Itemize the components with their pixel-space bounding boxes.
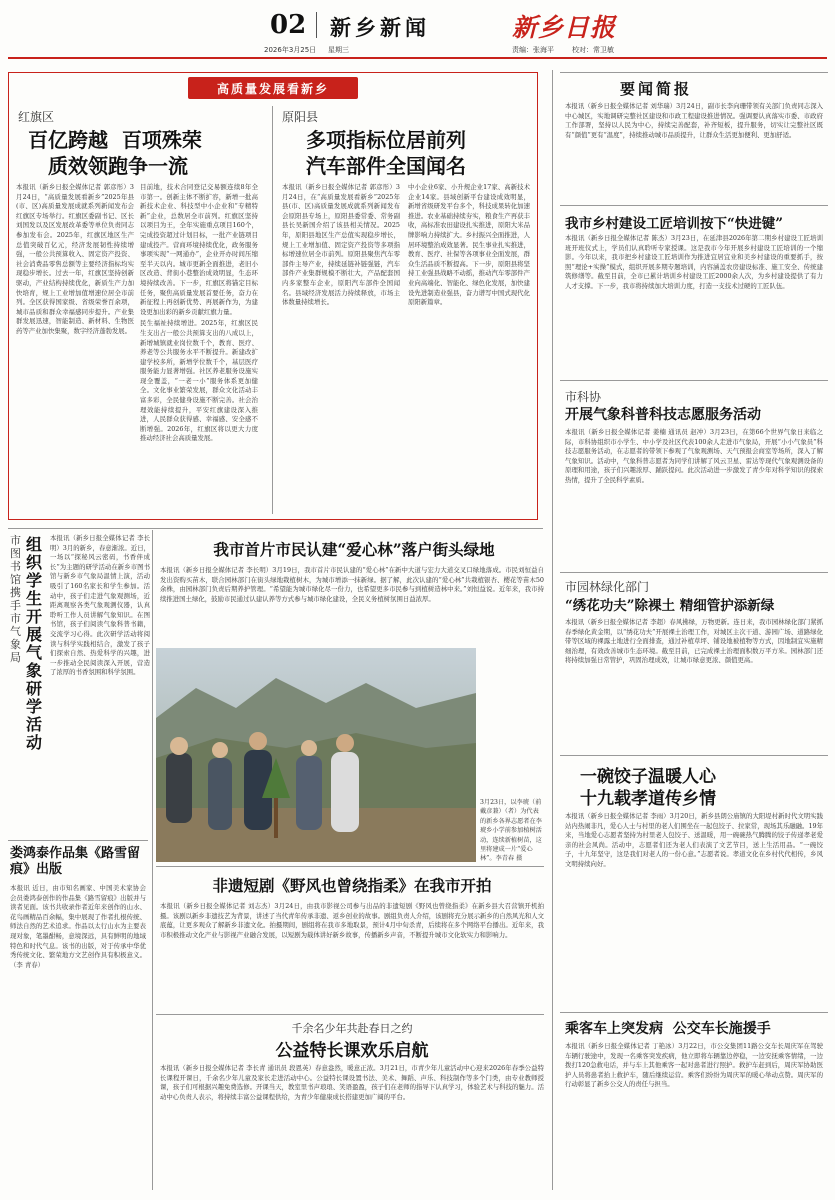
story11-kicker: 市园林绿化部门 — [565, 580, 650, 594]
story7-title: 公益特长课欢乐启航 — [275, 1041, 429, 1061]
banner — [188, 77, 358, 99]
photo-illustration — [156, 648, 476, 862]
right-column-divider — [552, 70, 553, 1190]
story7-kicker: 千余名少年共赴春日之约 — [291, 1022, 413, 1035]
story2-kicker: 原阳县 — [282, 110, 319, 124]
story9-body: 本报讯（新乡日报全媒体记者 陈杰）3月23日，在延津县2026年第二期乡村建设工匠培训班开班仪式上，学员们认真聆听专家授课。这是我市今年开展乡村建设工匠培训的一个缩影。今年以来，我市把乡村建设工匠培训作为推进宜居宜业和美乡村建设的重要抓手，按照“理论+实操”模式，组织开展多期专题培训，内容涵盖农房建设标准、施工安全、传统建筑修缮等。截至目前，全市已累计培训乡村建设工匠2000余人次，为乡村建设提供了有力人才支撑。下一步，我市将持续加大培训力度，打造一支技术过硬的工匠队伍。 — [565, 234, 823, 290]
story2-col2: 中小企业6家、小升规企业17家、高新技术企业14家。县域创新平台建设成效明显，新增省级研发平台多个，科技成果转化加速推进。农业基础持续夯实，粮食生产再获丰收，高标准农田建设扎实推进，原阳大米品牌影响力持续扩大。乡村振兴全面推进，人居环境整治成效显著。民生事业扎实推进，教育、医疗、社保等各项事业全面发展，群众生活品质不断提高。下一步，原阳县将坚持工业强县战略不动摇，推动汽车零部件产业向高端化、智能化、绿色化发展，加快建设先进制造业强县，奋力谱写中国式现代化原阳新篇章。 — [408, 183, 530, 307]
left-col-divider — [152, 530, 153, 1190]
story4-body: 本报讯 近日，由市知名画家、中国美术家协会会员娄鸿泰创作的作品集《路雪留痕》出版并与读者见面。该书共收录作者近年来创作的山水、花鸟画精品百余幅，集中展现了作者扎根传统、师法自然的艺术追求。作品以太行山水为主要表现对象，笔墨酣畅，意境深远，具有鲜明的地域特色和时代气息。该书的出版，对于传承中华优秀传统文化、繁荣地方文艺创作具有积极意义。（李 青春） — [10, 884, 146, 969]
rule-center-1 — [156, 866, 544, 867]
masthead-divider — [316, 12, 317, 38]
story2-title-line2: 汽车部件全国闻名 — [306, 154, 466, 178]
page-number: 02 — [270, 10, 307, 40]
masthead — [0, 0, 835, 60]
rule-right-1 — [560, 205, 828, 206]
story12-title-line1: 一碗饺子温暖人心 — [580, 767, 716, 787]
story1-kicker: 红旗区 — [18, 110, 55, 124]
editor-credit: 责编：张海平 — [512, 46, 554, 54]
story5-title: 我市首片市民认建“爱心林”落户街头绿地 — [213, 540, 495, 559]
story1-col1: 本报讯（新乡日报全媒体记者 郭彦彤）3月24日，“高质量发展看新乡”2025年县(市、区)高质量发展成就系列新闻发布会红旗区专场举行。红旗区委副书记、区长刘国发以及区发展改革委等单位负责同志参加发布会。2025年，红旗区地区生产总值突破百亿元，经济发展韧性持续增强，一般公共预算收入、固定资产投资、社会消费品零售总额等主要经济指标均实现稳步增长。过去一年，红旗区坚持创新驱动，产业结构持续优化，新质生产力加快培育，规上工业增加值增速位居全市前列。全区获得国家级、省级荣誉百余项，城市品质和群众幸福感同步提升。产业集群发展迅速，智能制造、新材料、生物医药等产业加快集聚，数字经济蓬勃发展。 — [16, 183, 134, 335]
story3-title: 组织学生开展气象研学活动 — [26, 535, 43, 752]
story1-col2: 目前地，技术合同登记交易额连续8年全市第一。创新主体不断扩容，新增一批高新技术企业、科技型中小企业和“专精特新”企业，总数居全市前列。红旗区坚持以项目为王，全年实施重点项目160个，完成投资超过计划目标，一批产业链项目建成投产。营商环境持续优化，政务服务事项实现“一网通办”，企业开办时间压缩至半天以内。城市更新全面推进，老旧小区改造、背街小巷整治成效明显，生态环境持续改善。下一步，红旗区将锚定目标任务，聚焦高质量发展首要任务，奋力在新征程上再创新优势、再展新作为，为建设更加出彩的新乡贡献红旗力量。 民生福祉持续增进。2025年，红旗区民生支出占一般公共预算支出的八成以上，新增城镇就业岗位数千个，教育、医疗、养老等公共服务水平不断提升。新建改扩建学校多所，新增学位数千个，基层医疗服务能力显著增强。社区养老服务设施实现全覆盖，“一老一小”服务体系更加健全。文化事业繁荣发展，群众文化活动丰富多彩，全民健身设施不断完善。社会治理效能持续提升，平安红旗建设深入推进，人民群众获得感、幸福感、安全感不断增强。2026年，红旗区将以更大力度推动经济社会高质量发展。 — [140, 183, 258, 443]
rule-left-1 — [8, 528, 543, 529]
story6-title: 非遗短剧《野风也曾绕指柔》在我市开拍 — [212, 876, 492, 895]
masthead-red-rule — [8, 57, 827, 59]
story13-title: 乘客车上突发病 公交车长施援手 — [565, 1021, 771, 1037]
photo-caption: 3月23日，以李琥（前戴彦兼）（者）为代表的新乡各界志愿者在李琥乡小学前参加植树活动，连续新植树苗，这里将建成一片“爱心林”。李青春 摄 — [480, 799, 542, 863]
briefs-heading: 要闻简报 — [620, 80, 693, 98]
story9-title: 我市乡村建设工匠培训按下“快进键” — [565, 216, 784, 232]
banner-text: 高质量发展看新乡 — [216, 82, 329, 96]
rule-right-5 — [560, 1012, 828, 1013]
issue-weekday: 星期三 — [328, 46, 349, 54]
proofreader-credit: 校对：常卫敏 — [572, 46, 614, 54]
briefs-body: 本报讯（新乡日报全媒体记者 刘华瑞）3月24日，副市长李向珊带领有关部门负责同志深入中心城区，实地调研完整社区建设和市政工程建设推进情况。强调要认真落实市委、市政府工作部署，坚持以人民为中心，持续完善配套，补齐短板，提升服务，切实让完整社区既有“颜值”更有“温度”，持续推动城市品质提升，让群众生活更加便利、更加舒适。 — [565, 102, 823, 139]
story1-col3: 民生福祉持续增进。2025年，红旗区民生支出占一般公共预算支出的八成以上，新增城镇就业岗位数千个，教育、医疗、养老等公共服务水平不断提升。新建改扩建学校多所，新增学位数千个，基层医疗服务能力显著增强。社区养老服务设施实现全覆盖，“一老一小”服务体系更加健全。文化事业繁荣发展，群众文化活动丰富多彩，全民健身设施不断完善。社会治理效能持续提升，平安红旗建设深入推进，人民群众获得感、幸福感、安全感不断增强。2026年，红旗区将以更大力度推动经济社会高质量发展。 — [140, 319, 258, 443]
story5-body: 本报讯（新乡日报全媒体记者 李长明）3月19日，我市首片市民认建的“爱心林”在新中大道与宏力大道交叉口绿地落成。市民刘恒益自发出资购买苗木，联合园林部门在街头绿地栽植树木，为城市增添一抹新绿。据了解，此次认建的“爱心林”共栽植银杏、樱花等苗木50余株，由园林部门负责后期养护管理。“希望能为城市绿化尽一份力，也希望更多市民参与到植树造林中来。”刘恒益说。近年来，我市持续推进国土绿化，鼓励市民通过认建认养等方式参与城市绿化建设，全民义务植树氛围日益浓厚。 — [160, 566, 544, 603]
story4-title: 娄鸿泰作品集《路雪留痕》出版 — [10, 846, 141, 877]
story3-body: 本报讯（新乡日报全媒体记者 李长明）3月的新乡，春意渐浓。近日，一场以“探秘风云密码，书香伴成长”为主题的研学活动在新乡市图书馆与新乡市气象局温情上演，活动吸引了160名家长和学生参加。活动中，孩子们走进气象观测场，近距离观察各类气象观测仪器，认真聆听工作人员讲解气象知识。在图书馆，孩子们阅读气象科普书籍，交流学习心得。此次研学活动将阅读与科学实践相结合，激发了孩子们探索自然、热爱科学的兴趣，进一步推动全民阅读深入开展，营造了浓厚的书香氛围和科学氛围。 — [50, 534, 150, 677]
story6-body: 本报讯（新乡日报全媒体记者 刘志杰）3月24日，由我市影视公司参与出品的非遗短剧《野风也曾绕指柔》在新乡县大召营镇开机拍摄。该剧以新乡非遗技艺为背景，讲述了当代青年传承非遗、返乡创业的故事。剧组负责人介绍，该剧将充分展示新乡的自然风光和人文底蕴，让更多观众了解新乡非遗文化。拍摄期间，剧组将在我市多地取景，预计4月中旬杀青，后续将在多个网络平台播出。近年来，我市积极推动文化产业与影视产业融合发展，以短剧为载体讲好新乡故事，传播新乡声音，不断提升城市文化软实力和影响力。 — [160, 902, 544, 939]
story7-body: 本报讯（新乡日报全媒体记者 李长青 通讯员 段恩英）春意盎然，暖意正浓。3月21日，市青少年儿童活动中心迎来2026年春季公益特长课程开课日，千余名少年儿童及家长走进活动中心。公益特长课设置书法、美术、舞蹈、声乐、科技制作等多个门类，由专业教师授课，孩子们可根据兴趣免费选修。开课当天，教室里书声琅琅、笑语盈盈，孩子们在老师的指导下认真学习，体验艺术与科技的魅力。活动中心负责人表示，将持续丰富公益课程供给，为青少年健康成长搭建更加广阔的平台。 — [160, 1064, 544, 1101]
story3-kicker: 市图书馆携手市气象局 — [10, 534, 21, 664]
story2-title-line1: 多项指标位居前列 — [306, 128, 466, 152]
story11-title: “绣花功夫”除裸土 精细管护添新绿 — [565, 598, 775, 614]
issue-date: 2026年3月25日 — [264, 46, 317, 54]
rule-right-3 — [560, 572, 828, 573]
story2-col1: 本报讯（新乡日报全媒体记者 郭彦彤）3月24日，在“高质量发展看新乡”2025年县(市、区)高质量发展成就系列新闻发布会原阳县专场上，原阳县委常委、常务副县长吴新国介绍了该县相关情况。2025年，原阳县地区生产总值实现稳步增长，规上工业增加值、固定资产投资等多项指标增速位居全市前列。原阳县聚焦汽车零部件主导产业，持续延链补链强链，汽车部件产业集群规模不断壮大，产品配套国内多家整车企业，原阳汽车部件全国闻名。县域经济发展活力持续释放，市场主体数量持续增长。 — [282, 183, 400, 307]
story12-title-line2: 十九载孝道传乡情 — [580, 789, 716, 809]
story11-body: 本报讯（新乡日报全媒体记者 李超）春风拂绿，万物更新。连日来，我市园林绿化部门紧抓春季绿化黄金期，以“绣花功夫”开展裸土治理工作，对城区主次干道、游园广场、道路绿化带等区域的裸露土地进行全面排查，通过补植草坪、铺设地被植物等方式，因地制宜实施精细治理，有效改善城市生态环境。截至目前，已完成裸土治理面积数万平方米。园林部门还将持续加强日常管护，巩固治理成效，让城市绿意更浓、颜值更高。 — [565, 618, 823, 665]
feature-vertical-divider — [272, 106, 273, 514]
story1-title-line1: 百亿跨越 百项殊荣 — [28, 128, 202, 152]
rule-center-2 — [156, 1014, 544, 1015]
story1-title-line2: 质效领跑争一流 — [48, 154, 188, 178]
rule-left-2 — [8, 840, 148, 841]
tree-planting-photo — [156, 648, 476, 862]
section-title: 新乡新闻 — [330, 15, 430, 40]
newspaper-logo: 新乡日报 — [512, 13, 617, 42]
story10-body: 本报讯（新乡日报全媒体记者 姜楠 通讯员 赵冲）3月23日，在第66个世界气象日来临之际，市科协组织市小学生、中小学及社区代表100余人走进市气象局，开展“小小气象员”科技志愿服务活动，在志愿者的带领下参观了气象观测场、天气预报会商室等场所，深入了解气象知识。活动中，气象科普志愿者为同学们讲解了风云卫星、雷达等现代气象观测设备的原理和用途，孩子们兴趣浓厚、踊跃提问。此次活动进一步激发了青少年对科学知识的探索热情，提升了全民科学素质。 — [565, 428, 823, 484]
story10-title: 开展气象科普科技志愿服务活动 — [565, 407, 761, 423]
story12-body: 本报讯（新乡日报全媒体记者 李雨）3月20日，新乡县朗公庙镇的大阳堤村新时代文明实践站内热闹非凡，爱心人士与村里的老人们围坐在一起包饺子、拉家常，现场其乐融融。19年来，当地爱心志愿者坚持为村里老人包饺子、送温暖，用一碗碗热气腾腾的饺子传递孝老爱亲的社会风尚。活动中，志愿者们还为老人们表演了文艺节目，送上生活用品。“一碗饺子，十九年坚守，这是我们对老人的一份心意。”志愿者说。孝道文化在乡村代代相传，乡风文明持续向好。 — [565, 812, 823, 868]
story13-body: 本报讯（新乡日报全媒体记者 丁艳冰）3月22日，市公交集团11路公交车长周庆军在驾驶车辆行驶途中，发现一名乘客突发疾病，他立即将车辆靠边停稳，一边安抚乘客情绪，一边拨打120急救电话，并与车上其他乘客一起对患者进行照护。救护车赶到后，周庆军协助医护人员将患者抬上救护车，随后继续运营。乘客们纷纷为周庆军的暖心举动点赞。周庆军的行动彰显了新乡公交人的责任与担当。 — [565, 1042, 823, 1089]
rule-right-4 — [560, 755, 828, 756]
rule-right-2 — [560, 380, 828, 381]
story10-kicker: 市科协 — [565, 390, 602, 404]
